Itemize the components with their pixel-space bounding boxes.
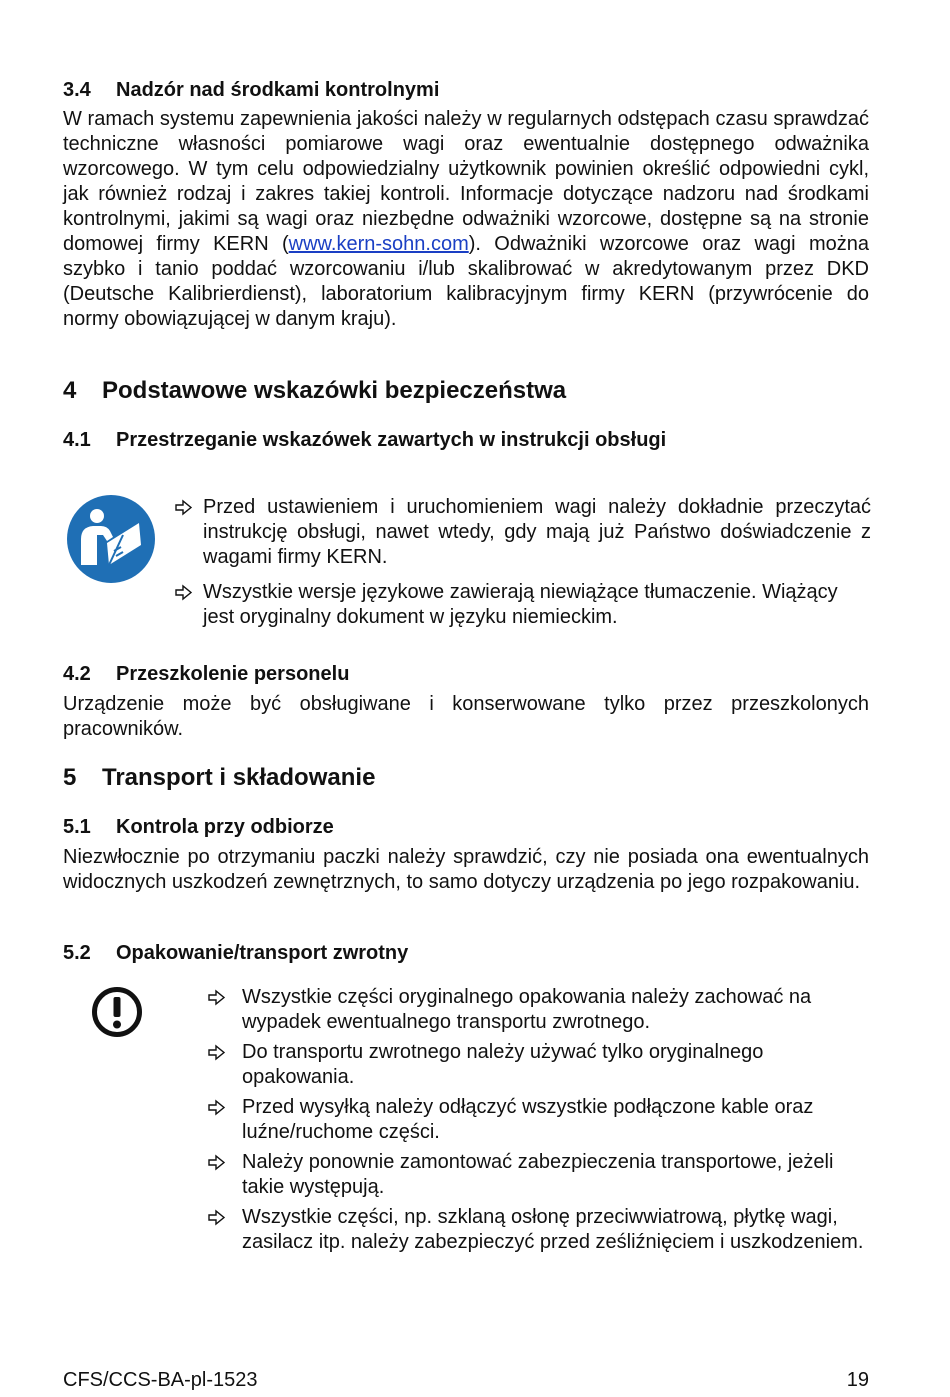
section-title: Kontrola przy odbiorze <box>116 816 334 838</box>
list-item <box>174 580 871 630</box>
arrow-right-icon <box>174 580 200 605</box>
list-item <box>207 985 869 1035</box>
section-number: 3.4 <box>63 79 91 101</box>
arrow-right-icon <box>207 1205 233 1230</box>
section-number: 4.2 <box>63 663 91 685</box>
section-heading-4-1 <box>63 428 666 452</box>
arrow-right-icon <box>207 1150 233 1175</box>
list-item-text: Przed ustawieniem i uruchomieniem wagi należy dokładnie przeczytać instrukcję obsługi, nawet wtedy, gdy mają już Państwo doświadczenie z wagami firmy KERN. <box>203 496 871 568</box>
list-item <box>207 1040 869 1090</box>
read-manual-icon <box>67 495 155 588</box>
list-item-text: Do transportu zwrotnego należy używać tylko oryginalnego opakowania. <box>242 1041 764 1088</box>
section-title: Przeszkolenie personelu <box>116 663 350 685</box>
arrow-right-icon <box>174 495 200 520</box>
list-item <box>207 1095 869 1145</box>
document-page <box>63 0 869 1397</box>
list-item-text: Wszystkie części, np. szklaną osłonę przeciwwiatrową, płytkę wagi, zasilacz itp. należy zabezpieczyć przed ześliźnięciem i uszkodzeniem. <box>242 1206 864 1253</box>
section-5-1-paragraph: Niezwłocznie po otrzymaniu paczki należy sprawdzić, czy nie posiada ona ewentualnych widocznych uszkodzeń zewnętrznych, to samo dotyczy urządzenia po jego rozpakowaniu. <box>63 846 869 893</box>
footer-doc-code: CFS/CCS-BA-pl-1523 <box>63 1369 258 1391</box>
safety-instructions-list <box>174 495 871 630</box>
section-3-4-paragraph <box>63 107 869 332</box>
section-number: 5.2 <box>63 942 91 964</box>
section-number: 4.1 <box>63 429 91 451</box>
paragraph-text: W ramach systemu zapewnienia jakości należy w regularnych odstępach czasu sprawdzać techniczne własności pomiarowe wagi oraz ewentualnie dostępnego odważnika wzorcowego. W tym celu odpowiedzialny użytkownik powinien określić odpowiedni cykl, jak również rodzaj i zakres takiej kontroli. Informacje dotyczące nadzoru nad środkami kontrolnymi, jakimi są wagi oraz niezbędne odważniki wzorcowe, dostępne są na stronie domowej firmy KERN ( <box>63 108 869 255</box>
section-heading-5-2 <box>63 941 408 965</box>
section-heading-4-2 <box>63 662 349 686</box>
packaging-instructions-list <box>207 985 869 1255</box>
arrow-right-icon <box>207 1040 233 1065</box>
section-title: Przestrzeganie wskazówek zawartych w instrukcji obsługi <box>116 429 667 451</box>
kern-website-link[interactable]: www.kern-sohn.com <box>288 233 469 255</box>
arrow-right-icon <box>207 985 233 1010</box>
chapter-number: 5 <box>63 764 77 791</box>
footer-page-number: 19 <box>846 1369 869 1391</box>
list-item-text: Należy ponownie zamontować zabezpieczenia transportowe, jeżeli takie występują. <box>242 1151 834 1198</box>
section-title: Opakowanie/transport zwrotny <box>116 942 409 964</box>
chapter-heading-5 <box>63 764 375 792</box>
list-item <box>207 1205 869 1255</box>
chapter-heading-4 <box>63 377 566 405</box>
chapter-number: 4 <box>63 377 77 404</box>
arrow-right-icon <box>207 1095 233 1120</box>
chapter-title: Transport i składowanie <box>102 764 376 791</box>
section-heading-3-4 <box>63 78 439 102</box>
list-item <box>174 495 871 570</box>
section-heading-5-1 <box>63 815 334 839</box>
section-title: Nadzór nad środkami kontrolnymi <box>116 79 440 101</box>
paragraph-text: ). Odważniki wzorcowe oraz wagi można szybko i tanio poddać wzorcowaniu i/lub skalibrować w akredytowanym przez DKD (Deutsche Kalibrierdienst), laboratorium kalibracyjnym firmy KERN (przywrócenie do normy obowiązującej w danym kraju). <box>63 233 869 330</box>
list-item-text: Wszystkie części oryginalnego opakowania należy zachować na wypadek ewentualnego transportu zwrotnego. <box>242 986 812 1033</box>
exclamation-circle-icon <box>91 986 143 1043</box>
section-4-2-paragraph: Urządzenie może być obsługiwane i konserwowane tylko przez przeszkolonych pracowników. <box>63 693 869 740</box>
list-item-text: Przed wysyłką należy odłączyć wszystkie podłączone kable oraz luźne/ruchome części. <box>242 1096 814 1143</box>
list-item <box>207 1150 869 1200</box>
list-item-text: Wszystkie wersje językowe zawierają niewiążące tłumaczenie. Wiążący jest oryginalny dokument w języku niemieckim. <box>203 581 838 628</box>
chapter-title: Podstawowe wskazówki bezpieczeństwa <box>102 377 567 404</box>
section-number: 5.1 <box>63 816 91 838</box>
